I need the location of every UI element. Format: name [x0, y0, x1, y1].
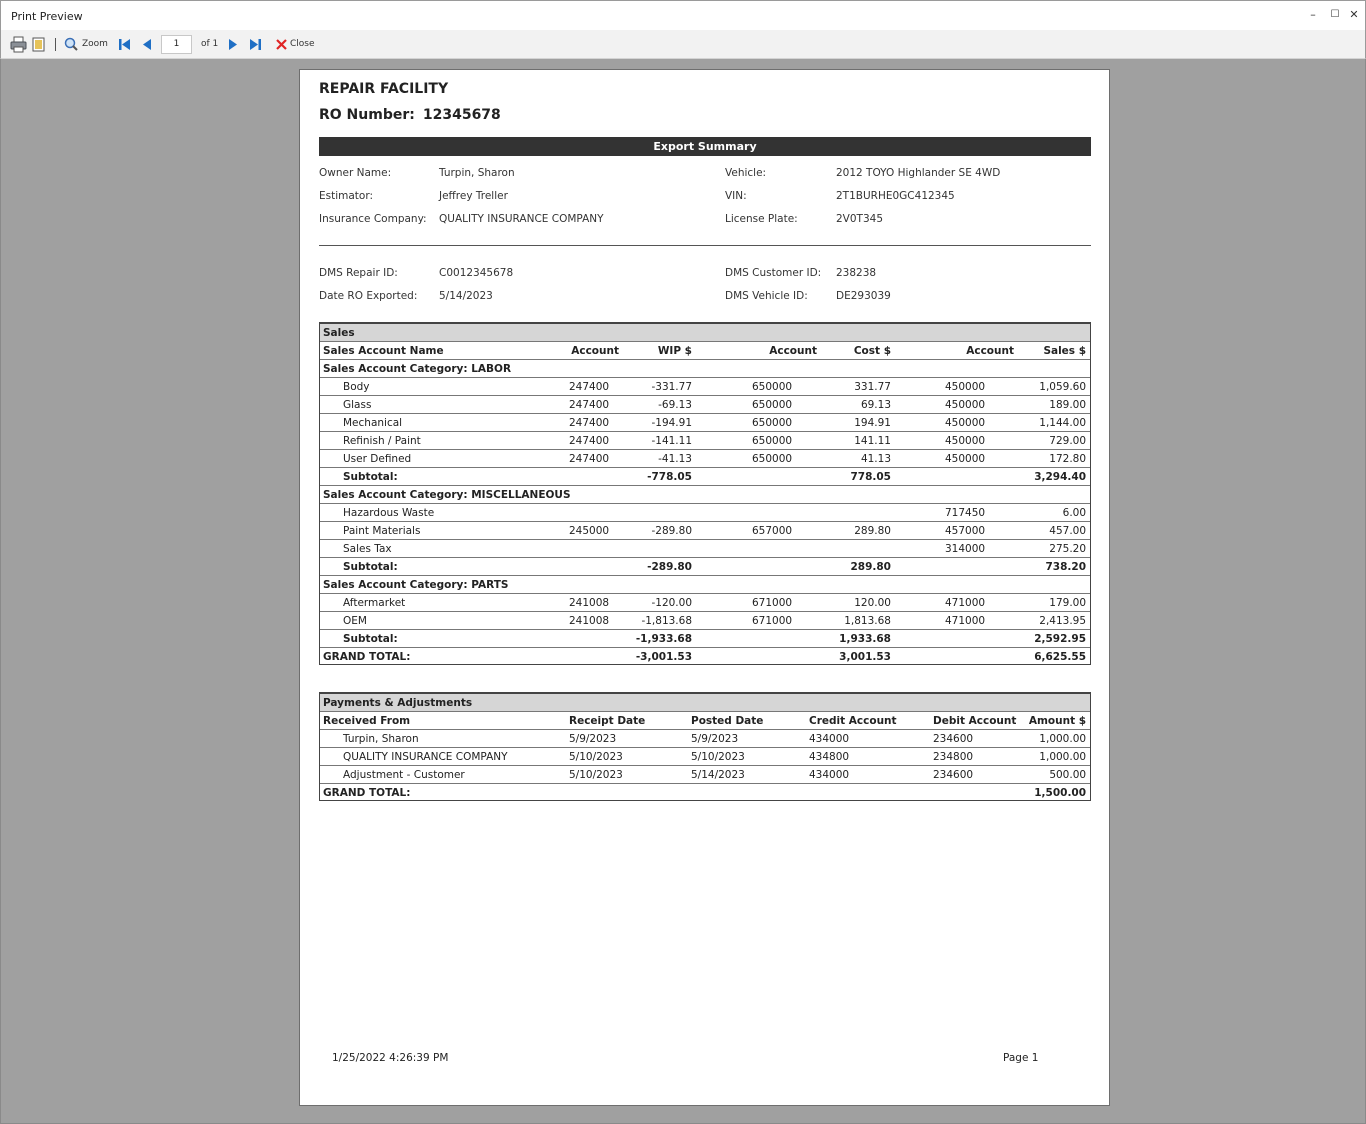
table-cell: Refinish / Paint [319, 432, 565, 450]
column-header: Cost $ [821, 342, 895, 360]
print-button[interactable] [10, 36, 27, 53]
table-cell: 241008 [565, 612, 623, 630]
export-summary-heading: Export Summary [319, 137, 1091, 156]
insurance-value: QUALITY INSURANCE COMPANY [439, 213, 604, 225]
table-cell: 1,000.00 [1022, 730, 1090, 748]
minimize-button[interactable]: – [1310, 8, 1316, 21]
page-number-input[interactable]: 1 [161, 35, 192, 54]
estimator-label: Estimator: [319, 190, 374, 202]
table-cell [696, 540, 821, 558]
column-header: Received From [319, 712, 565, 730]
table-cell: 6.00 [1018, 504, 1090, 522]
estimator-value: Jeffrey Treller [439, 190, 508, 202]
subtotal-cell [696, 630, 821, 648]
vehicle-label: Vehicle: [725, 167, 767, 179]
column-header: Account [565, 342, 623, 360]
table-cell: 650000 [696, 450, 821, 468]
page-setup-icon [32, 36, 47, 53]
ro-label: RO Number: [319, 107, 415, 123]
sales-table [319, 323, 1090, 666]
grand-total-cell: GRAND TOTAL: [323, 650, 411, 663]
table-cell: 1,813.68 [821, 612, 895, 630]
next-page-icon [227, 36, 239, 53]
table-cell: 5/9/2023 [687, 730, 805, 748]
table-cell: 5/10/2023 [565, 766, 687, 784]
subtotal-cell: Subtotal: [319, 468, 565, 486]
subtotal-row [319, 630, 1090, 648]
subtotal-cell: 289.80 [821, 558, 895, 576]
column-header: Sales Account Name [319, 342, 565, 360]
subtotal-cell: -778.05 [623, 468, 696, 486]
table-row [319, 450, 1090, 468]
vehicle-value: 2012 TOYO Highlander SE 4WD [836, 167, 1001, 179]
table-cell: 2,413.95 [1018, 612, 1090, 630]
subtotal-cell: 738.20 [1018, 558, 1090, 576]
last-page-button[interactable] [248, 36, 262, 53]
page-setup-button[interactable] [32, 36, 47, 53]
subtotal-cell [895, 468, 1018, 486]
table-cell: 234600 [929, 766, 1022, 784]
table-cell: 5/9/2023 [565, 730, 687, 748]
table-cell: Paint Materials [319, 522, 565, 540]
sales-title: Sales [319, 324, 1090, 342]
insurance-label: Insurance Company: [319, 213, 427, 225]
table-cell: 5/10/2023 [687, 748, 805, 766]
first-page-button[interactable] [118, 36, 132, 53]
table-cell: -1,813.68 [623, 612, 696, 630]
table-cell [821, 540, 895, 558]
grand-total-label: GRAND TOTAL: [323, 786, 411, 799]
plate-label: License Plate: [725, 213, 798, 225]
table-cell: 457.00 [1018, 522, 1090, 540]
table-cell: 434000 [805, 766, 929, 784]
table-cell: 189.00 [1018, 396, 1090, 414]
close-icon [275, 36, 287, 53]
subtotal-cell [895, 630, 1018, 648]
page-indicator: Page 1 [1003, 1052, 1039, 1064]
next-page-button[interactable] [227, 36, 239, 53]
table-cell: 1,059.60 [1018, 378, 1090, 396]
column-header: Account [895, 342, 1018, 360]
table-cell: 5/10/2023 [565, 748, 687, 766]
subtotal-row [319, 558, 1090, 576]
subtotal-cell: 778.05 [821, 468, 895, 486]
table-cell [565, 504, 623, 522]
subtotal-row [319, 468, 1090, 486]
category-label: Sales Account Category: PARTS [319, 576, 1090, 594]
table-cell: 671000 [696, 612, 821, 630]
table-cell: 450000 [895, 432, 1018, 450]
grand-total-cell: -3,001.53 [635, 650, 692, 663]
payments-title: Payments & Adjustments [319, 694, 1090, 712]
table-cell [623, 540, 696, 558]
table-row [319, 540, 1090, 558]
table-cell: 450000 [895, 396, 1018, 414]
close-preview-button[interactable] [275, 36, 317, 53]
table-cell: 172.80 [1018, 450, 1090, 468]
table-cell: 5/14/2023 [687, 766, 805, 784]
category-row [319, 360, 1090, 378]
table-cell: Hazardous Waste [319, 504, 565, 522]
category-label: Sales Account Category: MISCELLANEOUS [319, 486, 1090, 504]
table-cell: 331.77 [821, 378, 895, 396]
table-cell: -69.13 [623, 396, 696, 414]
title-bar [0, 0, 1366, 30]
dms-vehicle-label: DMS Vehicle ID: [725, 290, 808, 302]
date-exported-label: Date RO Exported: [319, 290, 418, 302]
table-cell: 650000 [696, 378, 821, 396]
subtotal-cell [565, 468, 623, 486]
table-cell: 194.91 [821, 414, 895, 432]
table-cell: 1,000.00 [1022, 748, 1090, 766]
table-row [319, 766, 1090, 784]
table-row [319, 730, 1090, 748]
toolbar-separator [55, 38, 56, 51]
table-cell: 650000 [696, 396, 821, 414]
table-row [319, 432, 1090, 450]
table-cell: Sales Tax [319, 540, 565, 558]
subtotal-cell: 2,592.95 [1018, 630, 1090, 648]
grand-total-cell: 3,001.53 [839, 650, 891, 663]
grand-total-cell [696, 648, 821, 666]
payments-column-headers [319, 712, 1090, 730]
payments-table [319, 693, 1090, 802]
print-timestamp: 1/25/2022 4:26:39 PM [332, 1052, 449, 1064]
divider [319, 245, 1091, 246]
table-cell: 234800 [929, 748, 1022, 766]
table-cell: 717450 [895, 504, 1018, 522]
vin-value: 2T1BURHE0GC412345 [836, 190, 955, 202]
table-cell: -120.00 [623, 594, 696, 612]
table-cell: 120.00 [821, 594, 895, 612]
subtotal-cell [565, 558, 623, 576]
vin-label: VIN: [725, 190, 747, 202]
column-header: Posted Date [687, 712, 805, 730]
table-cell: 434000 [805, 730, 929, 748]
table-row [319, 378, 1090, 396]
table-cell [821, 504, 895, 522]
table-cell: 289.80 [821, 522, 895, 540]
table-cell: 650000 [696, 414, 821, 432]
table-cell: 471000 [895, 594, 1018, 612]
table-cell: 671000 [696, 594, 821, 612]
table-cell: 1,144.00 [1018, 414, 1090, 432]
table-cell: -289.80 [623, 522, 696, 540]
dms-repair-value: C0012345678 [439, 267, 514, 279]
ro-value: 12345678 [422, 107, 501, 123]
table-row [319, 396, 1090, 414]
table-cell: OEM [319, 612, 565, 630]
table-cell: 247400 [565, 396, 623, 414]
window-title: Print Preview [11, 10, 83, 23]
grand-total-cell [895, 648, 1018, 666]
grand-total-cell [565, 648, 623, 666]
table-cell: -331.77 [623, 378, 696, 396]
magnifier-icon [64, 36, 78, 53]
table-cell: 650000 [696, 432, 821, 450]
previous-page-icon [141, 36, 153, 53]
maximize-button[interactable]: ☐ [1330, 9, 1340, 20]
zoom-button[interactable] [64, 36, 110, 53]
table-row [319, 504, 1090, 522]
column-header: Debit Account [929, 712, 1022, 730]
table-cell: 657000 [696, 522, 821, 540]
subtotal-cell: Subtotal: [319, 630, 565, 648]
toolbar [0, 30, 1366, 59]
table-cell: -141.11 [623, 432, 696, 450]
table-cell: 241008 [565, 594, 623, 612]
close-label: Close [290, 39, 315, 49]
table-cell: 41.13 [821, 450, 895, 468]
table-cell: 247400 [565, 450, 623, 468]
close-window-button[interactable]: ✕ [1349, 8, 1359, 21]
table-cell: 247400 [565, 414, 623, 432]
table-row [319, 522, 1090, 540]
dms-vehicle-value: DE293039 [836, 290, 891, 302]
table-cell: Mechanical [319, 414, 565, 432]
table-row [319, 612, 1090, 630]
page-count-label: of 1 [201, 39, 219, 49]
report-page [299, 69, 1110, 1106]
subtotal-cell [696, 558, 821, 576]
table-cell: QUALITY INSURANCE COMPANY [319, 748, 565, 766]
column-header: Credit Account [805, 712, 929, 730]
grand-total-row [319, 784, 1090, 802]
table-cell: 457000 [895, 522, 1018, 540]
grand-total-value: 1,500.00 [1034, 786, 1087, 799]
owner-value: Turpin, Sharon [439, 167, 515, 179]
table-cell: 450000 [895, 450, 1018, 468]
subtotal-cell: Subtotal: [319, 558, 565, 576]
table-cell: 247400 [565, 432, 623, 450]
column-header: Account [696, 342, 821, 360]
table-cell: -194.91 [623, 414, 696, 432]
table-cell [623, 504, 696, 522]
category-row [319, 486, 1090, 504]
table-cell: 275.20 [1018, 540, 1090, 558]
payments-section-header [319, 694, 1090, 712]
table-cell: 234600 [929, 730, 1022, 748]
previous-page-button[interactable] [141, 36, 153, 53]
table-cell: 434800 [805, 748, 929, 766]
subtotal-cell [895, 558, 1018, 576]
table-cell: 69.13 [821, 396, 895, 414]
sales-column-headers [319, 342, 1090, 360]
table-cell: 471000 [895, 612, 1018, 630]
column-header: WIP $ [623, 342, 696, 360]
owner-label: Owner Name: [319, 167, 392, 179]
dms-customer-value: 238238 [836, 267, 877, 279]
grand-total-cell: 6,625.55 [1034, 650, 1087, 663]
table-cell: Glass [319, 396, 565, 414]
table-cell: 141.11 [821, 432, 895, 450]
zoom-label: Zoom [82, 39, 108, 49]
table-cell: Adjustment - Customer [319, 766, 565, 784]
table-cell: 729.00 [1018, 432, 1090, 450]
plate-value: 2V0T345 [836, 213, 883, 225]
table-cell: 450000 [895, 414, 1018, 432]
column-header: Amount $ [1022, 712, 1090, 730]
subtotal-cell [565, 630, 623, 648]
table-cell: Body [319, 378, 565, 396]
table-cell: 450000 [895, 378, 1018, 396]
grand-total-row [319, 648, 1090, 666]
last-page-icon [248, 36, 262, 53]
table-cell: 179.00 [1018, 594, 1090, 612]
date-exported-value: 5/14/2023 [439, 290, 493, 302]
table-cell: Aftermarket [319, 594, 565, 612]
table-row [319, 748, 1090, 766]
table-cell [565, 540, 623, 558]
column-header: Sales $ [1018, 342, 1090, 360]
ro-number [319, 107, 501, 123]
table-cell: 500.00 [1022, 766, 1090, 784]
subtotal-cell: 1,933.68 [821, 630, 895, 648]
category-label: Sales Account Category: LABOR [319, 360, 1090, 378]
subtotal-cell [696, 468, 821, 486]
table-cell: -41.13 [623, 450, 696, 468]
table-row [319, 594, 1090, 612]
printer-icon [10, 36, 27, 53]
dms-repair-label: DMS Repair ID: [319, 267, 398, 279]
category-row [319, 576, 1090, 594]
column-header: Receipt Date [565, 712, 687, 730]
table-cell: Turpin, Sharon [319, 730, 565, 748]
dms-customer-label: DMS Customer ID: [725, 267, 822, 279]
table-cell [696, 504, 821, 522]
sales-section-header [319, 324, 1090, 342]
subtotal-cell: -1,933.68 [623, 630, 696, 648]
table-cell: 247400 [565, 378, 623, 396]
table-row [319, 414, 1090, 432]
subtotal-cell: 3,294.40 [1018, 468, 1090, 486]
facility-name: REPAIR FACILITY [319, 81, 449, 97]
first-page-icon [118, 36, 132, 53]
subtotal-cell: -289.80 [623, 558, 696, 576]
table-cell: User Defined [319, 450, 565, 468]
table-cell: 314000 [895, 540, 1018, 558]
table-cell: 245000 [565, 522, 623, 540]
